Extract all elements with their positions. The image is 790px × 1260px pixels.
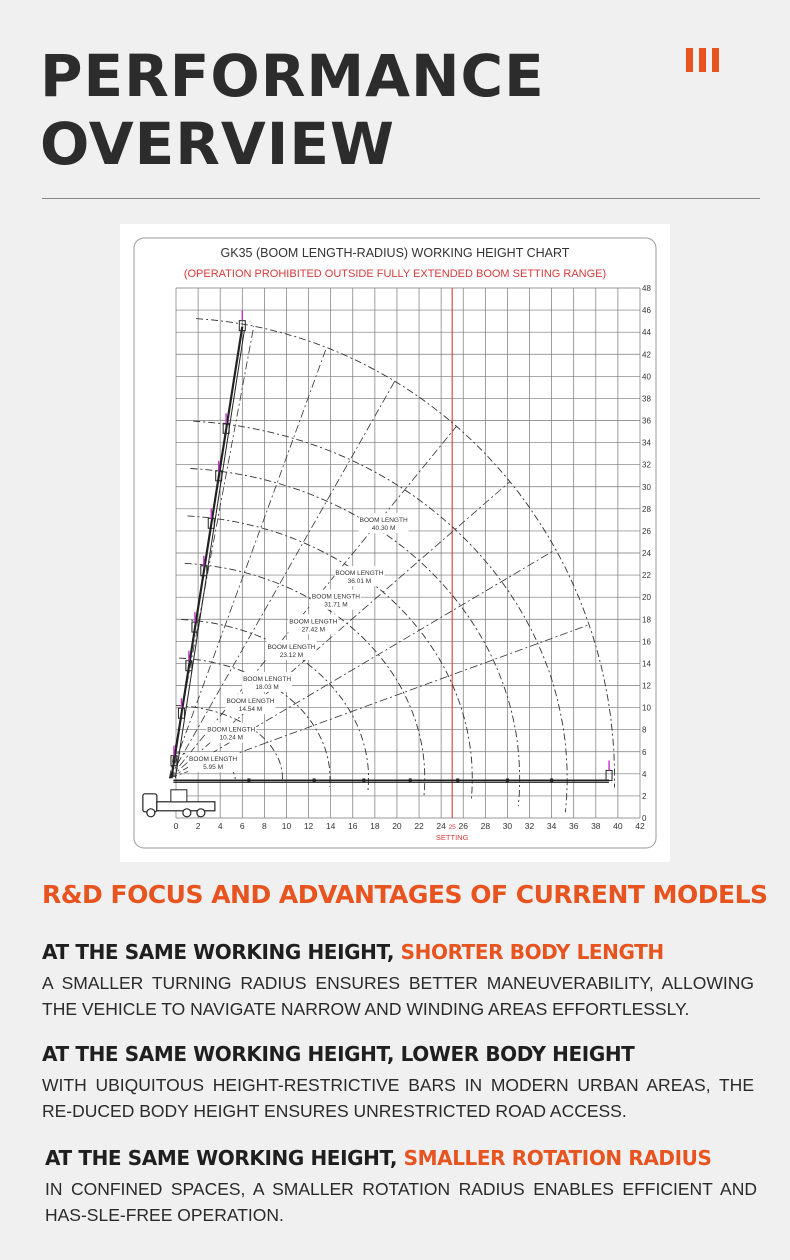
boom-section-joint xyxy=(456,778,459,782)
boom-label-value: 36.01 M xyxy=(347,578,372,586)
feature-shorter-body-length xyxy=(42,940,754,1022)
truck-turret xyxy=(171,790,187,802)
boom-section-joint xyxy=(247,778,250,782)
boom-label-title: BOOM LENGTH xyxy=(311,593,360,601)
x-tick-label: 34 xyxy=(546,821,557,831)
x-tick-label: 20 xyxy=(392,821,402,831)
feature-title-prefix: AT THE SAME WORKING HEIGHT, xyxy=(42,940,401,964)
boom-label-title: BOOM LENGTH xyxy=(243,675,292,683)
feature-body: WITH UBIQUITOUS HEIGHT-RESTRICTIVE BARS IN MODERN URBAN AREAS, THE RE-DUCED BODY HEIGHT ENSURES UNRESTRICTED ROAD ACCESS. xyxy=(42,1075,754,1121)
y-tick-label: 8 xyxy=(642,725,647,735)
working-height-chart-svg xyxy=(120,224,670,862)
boom-label-title: BOOM LENGTH xyxy=(359,517,408,525)
working-height-chart xyxy=(120,224,670,862)
truck-wheel xyxy=(183,809,191,817)
feature-smaller-rotation-radius xyxy=(45,1146,757,1228)
chart-tick-labels xyxy=(174,284,652,842)
truck-icon xyxy=(143,790,215,817)
boom-section-joint xyxy=(313,778,316,782)
boom-arc xyxy=(190,469,519,807)
y-tick-label: 18 xyxy=(642,615,651,625)
page-title-line-2: OVERVIEW xyxy=(40,110,395,178)
y-tick-label: 2 xyxy=(642,791,647,801)
boom-label-value: 18.03 M xyxy=(255,683,279,691)
y-tick-label: 34 xyxy=(642,438,651,448)
y-tick-label: 26 xyxy=(642,526,651,536)
x-tick-label: 18 xyxy=(370,821,380,831)
x-tick-label: 42 xyxy=(635,821,645,831)
y-tick-label: 46 xyxy=(642,306,651,316)
boom-arc xyxy=(193,421,567,812)
y-tick-label: 36 xyxy=(642,416,651,426)
x-tick-label: 10 xyxy=(281,821,292,831)
section-heading: R&D FOCUS AND ADVANTAGES OF CURRENT MODELS xyxy=(42,880,768,909)
feature-title-highlight: SHORTER BODY LENGTH xyxy=(400,940,664,964)
x-tick-label: 36 xyxy=(568,821,579,831)
y-tick-label: 30 xyxy=(642,482,651,492)
boom-label-value: 40.30 M xyxy=(371,525,396,533)
feature-title-highlight: SMALLER ROTATION RADIUS xyxy=(403,1146,712,1170)
x-tick-label: 26 xyxy=(458,821,468,831)
x-tick-label: 12 xyxy=(303,821,314,831)
x-tick-label: 40 xyxy=(613,821,623,831)
boom-label-value: 14.54 M xyxy=(238,706,263,714)
boom-label-value: 5.95 M xyxy=(203,764,224,772)
boom-label-value: 10.24 M xyxy=(219,734,244,742)
y-tick-label: 32 xyxy=(642,460,651,470)
y-tick-label: 16 xyxy=(642,637,651,647)
feature-title xyxy=(42,1042,754,1066)
x-tick-label: 6 xyxy=(239,821,245,831)
boom-section-joint xyxy=(409,778,412,782)
boom-section-joint xyxy=(362,778,365,782)
x-tick-label: 2 xyxy=(195,821,201,831)
decorative-bars-icon xyxy=(686,48,719,72)
y-tick-label: 44 xyxy=(642,328,651,338)
feature-lower-body-height xyxy=(42,1042,754,1124)
y-tick-label: 24 xyxy=(642,549,651,558)
x-tick-label: 0 xyxy=(173,821,179,831)
y-tick-label: 42 xyxy=(642,350,651,360)
page-title xyxy=(40,42,545,178)
setting-label: SETTING xyxy=(435,833,469,842)
x-tick-label: 14 xyxy=(325,821,336,831)
boom-label-value: 23.12 M xyxy=(279,651,304,659)
chart-boom-labels xyxy=(188,513,409,772)
feature-body: A SMALLER TURNING RADIUS ENSURES BETTER MANEUVERABILITY, ALLOWING THE VEHICLE TO NAVIGATE NARROW AND WINDING AREAS EFFORTLESSLY. xyxy=(42,973,754,1019)
basket-icon xyxy=(606,770,612,780)
y-tick-label: 12 xyxy=(642,681,651,691)
y-tick-label: 4 xyxy=(642,769,647,779)
x-tick-label: 25 xyxy=(448,824,456,831)
y-tick-label: 6 xyxy=(642,747,647,757)
x-tick-label: 16 xyxy=(348,821,358,831)
y-tick-label: 22 xyxy=(642,571,651,581)
boom-label-title: BOOM LENGTH xyxy=(267,643,316,651)
y-tick-label: 20 xyxy=(642,593,651,603)
title-divider xyxy=(42,198,760,199)
y-tick-label: 38 xyxy=(642,394,651,404)
feature-title xyxy=(45,1146,757,1170)
x-tick-label: 30 xyxy=(502,821,513,831)
y-tick-label: 28 xyxy=(642,504,651,514)
boom-label-title: BOOM LENGTH xyxy=(289,618,338,626)
boom-label-value: 31.71 M xyxy=(324,601,348,609)
y-tick-label: 14 xyxy=(642,659,651,669)
feature-title xyxy=(42,940,754,964)
x-tick-label: 22 xyxy=(414,821,424,831)
feature-title-prefix: AT THE SAME WORKING HEIGHT, xyxy=(45,1146,404,1170)
feature-body: IN CONFINED SPACES, A SMALLER ROTATION RADIUS ENABLES EFFICIENT AND HAS-SLE-FREE OPERATION. xyxy=(45,1179,757,1225)
page-title-line-1: PERFORMANCE xyxy=(40,42,545,110)
boom-section-joint xyxy=(506,778,509,782)
truck-wheel xyxy=(197,809,205,817)
boom-section-joint xyxy=(550,778,553,782)
boom-label-title: BOOM LENGTH xyxy=(335,570,384,578)
chart-title: GK35 (BOOM LENGTH-RADIUS) WORKING HEIGHT CHART xyxy=(220,246,570,260)
x-tick-label: 4 xyxy=(217,821,223,831)
chart-subtitle: (OPERATION PROHIBITED OUTSIDE FULLY EXTENDED BOOM SETTING RANGE) xyxy=(183,268,607,280)
y-tick-label: 40 xyxy=(642,372,651,382)
boom-label-title: BOOM LENGTH xyxy=(189,756,238,764)
boom-label-title: BOOM LENGTH xyxy=(226,698,275,706)
x-tick-label: 24 xyxy=(436,821,446,831)
x-tick-label: 28 xyxy=(480,821,491,831)
x-tick-label: 32 xyxy=(524,821,535,831)
x-tick-label: 8 xyxy=(262,821,267,831)
y-tick-label: 48 xyxy=(642,284,651,293)
y-tick-label: 10 xyxy=(642,703,651,713)
boom-label-value: 27.42 M xyxy=(301,626,326,634)
y-tick-label: 0 xyxy=(642,814,647,823)
x-tick-label: 38 xyxy=(591,821,601,831)
feature-title-prefix: AT THE SAME WORKING HEIGHT, LOWER BODY HEIGHT xyxy=(42,1042,635,1066)
boom-label-title: BOOM LENGTH xyxy=(207,726,256,734)
truck-wheel xyxy=(147,809,155,817)
